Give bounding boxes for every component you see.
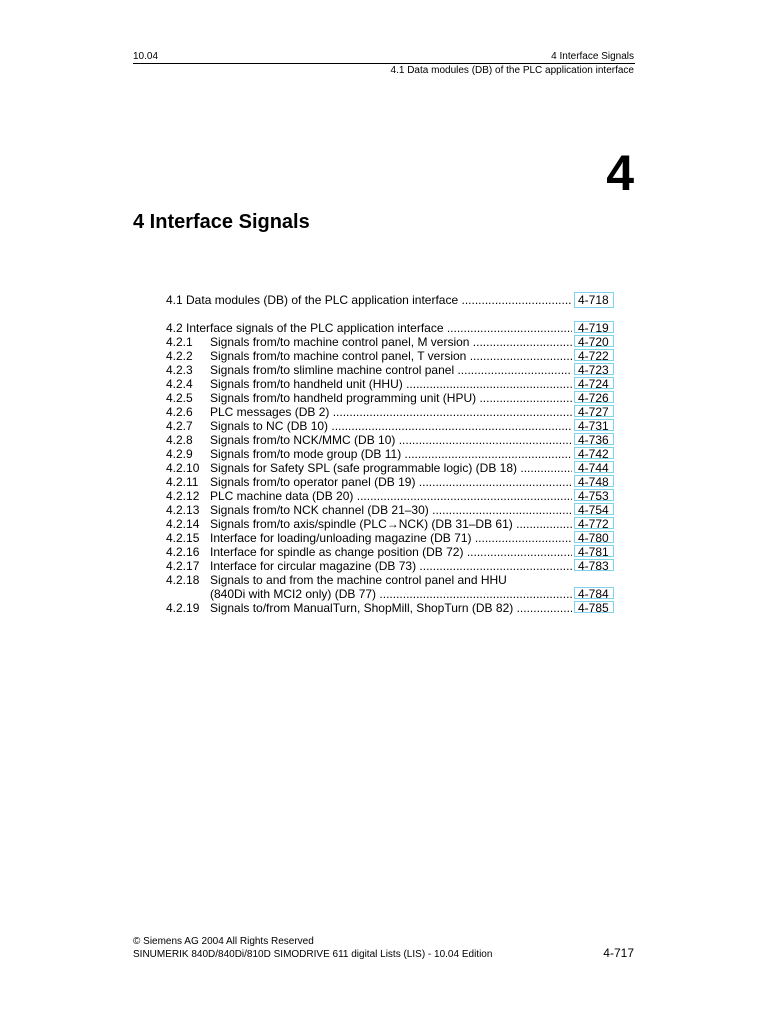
toc-item-text: Signals from/to machine control panel, T version ..... — [210, 349, 572, 363]
toc-item-number: 4.2.7 — [166, 419, 193, 433]
toc-item-number: 4.2.3 — [166, 363, 193, 377]
toc-page-link[interactable]: 4-727 — [574, 405, 614, 417]
toc-item-text: Signals to NC (DB 10) ..... — [210, 419, 572, 433]
toc-item-number: 4.2.4 — [166, 377, 193, 391]
toc-entry-4-1[interactable] — [166, 292, 616, 308]
toc-item-text: PLC messages (DB 2) ..... — [210, 405, 572, 419]
toc-item[interactable] — [166, 433, 616, 447]
footer-copyright: © Siemens AG 2004 All Rights Reserved — [133, 936, 314, 947]
toc-page-link[interactable]: 4-719 — [574, 321, 614, 333]
toc-item[interactable] — [166, 545, 616, 559]
toc-item-text: Signals from/to machine control panel, M version ..... — [210, 335, 572, 349]
toc-item-number: 4.2.14 — [166, 517, 200, 531]
toc-item-text: PLC machine data (DB 20) ..... — [210, 489, 572, 503]
toc-item-number: 4.2.9 — [166, 447, 193, 461]
toc-item-text: Interface for loading/unloading magazine (DB 71) ..... — [210, 531, 572, 545]
header-date: 10.04 — [133, 51, 159, 62]
toc-item[interactable] — [166, 489, 616, 503]
toc-page-link[interactable]: 4-785 — [574, 601, 614, 613]
toc-item-text: Signals from/to NCK channel (DB 21–30) ..... — [210, 503, 572, 517]
toc-item[interactable] — [166, 573, 616, 587]
page-title: 4 Interface Signals — [133, 211, 310, 233]
table-of-contents — [166, 292, 616, 615]
toc-item[interactable] — [166, 517, 616, 531]
toc-page-link[interactable]: 4-780 — [574, 531, 614, 543]
toc-item-continuation[interactable] — [166, 587, 616, 601]
header-section: 4.1 Data modules (DB) of the PLC application interface — [390, 65, 634, 76]
toc-page-link[interactable]: 4-781 — [574, 545, 614, 557]
toc-item[interactable] — [166, 559, 616, 573]
toc-item-text: Signals from/to slimline machine control panel ..... — [210, 363, 572, 377]
toc-item-text: Signals to and from the machine control panel and HHU — [210, 573, 507, 587]
toc-item-number: 4.2.2 — [166, 349, 193, 363]
toc-item-number: 4.2.1 — [166, 335, 193, 349]
toc-item-number: 4.2.16 — [166, 545, 200, 559]
header-chapter: 4 Interface Signals — [551, 51, 634, 62]
header-rule — [133, 63, 635, 64]
toc-page-link[interactable]: 4-736 — [574, 433, 614, 445]
toc-item[interactable] — [166, 363, 616, 377]
footer-page-number: 4-717 — [603, 946, 634, 960]
toc-page-link[interactable]: 4-784 — [574, 587, 614, 599]
footer-product: SINUMERIK 840D/840Di/810D SIMODRIVE 611 digital Lists (LIS) - 10.04 Edition — [133, 949, 493, 960]
toc-item-number: 4.2.10 — [166, 461, 200, 475]
toc-item[interactable] — [166, 349, 616, 363]
toc-item[interactable] — [166, 419, 616, 433]
toc-page-link[interactable]: 4-724 — [574, 377, 614, 389]
toc-item-text: Signals from/to handheld programming unit (HPU) ..... — [210, 391, 572, 405]
toc-item[interactable] — [166, 531, 616, 545]
toc-item-text: Interface for circular magazine (DB 73) ..... — [210, 559, 572, 573]
toc-page-link[interactable]: 4-718 — [574, 292, 614, 308]
toc-item[interactable] — [166, 391, 616, 405]
toc-item-number: 4.2.19 — [166, 601, 200, 615]
toc-item-number: 4.2.15 — [166, 531, 200, 545]
toc-entry-text: 4.1 Data modules (DB) of the PLC application interface ..... — [166, 292, 572, 308]
toc-item[interactable] — [166, 335, 616, 349]
toc-item-number: 4.2.18 — [166, 573, 200, 587]
toc-entry-4-2[interactable] — [166, 321, 616, 335]
toc-item-text: (840Di with MCI2 only) (DB 77) ..... — [210, 587, 572, 601]
toc-page-link[interactable]: 4-731 — [574, 419, 614, 431]
toc-item-text: Signals from/to NCK/MMC (DB 10) ..... — [210, 433, 572, 447]
toc-page-link[interactable]: 4-754 — [574, 503, 614, 515]
toc-page-link[interactable]: 4-748 — [574, 475, 614, 487]
toc-item[interactable] — [166, 475, 616, 489]
toc-page-link[interactable]: 4-772 — [574, 517, 614, 529]
toc-page-link[interactable]: 4-753 — [574, 489, 614, 501]
toc-page-link[interactable]: 4-720 — [574, 335, 614, 347]
toc-item[interactable] — [166, 447, 616, 461]
toc-item[interactable] — [166, 377, 616, 391]
toc-item-text: Signals for Safety SPL (safe programmable logic) (DB 18) ..... — [210, 461, 572, 475]
toc-page-link[interactable]: 4-723 — [574, 363, 614, 375]
toc-item[interactable] — [166, 461, 616, 475]
toc-item-number: 4.2.17 — [166, 559, 200, 573]
toc-item-text: Interface for spindle as change position (DB 72) ..... — [210, 545, 572, 559]
toc-item-text: Signals from/to mode group (DB 11) ..... — [210, 447, 572, 461]
toc-item[interactable] — [166, 601, 616, 615]
toc-item-text: Signals from/to axis/spindle (PLC→NCK) (DB 31–DB 61) ..... — [210, 517, 572, 531]
toc-item[interactable] — [166, 503, 616, 517]
toc-item-text: Signals from/to operator panel (DB 19) ..... — [210, 475, 572, 489]
toc-item-text: Signals from/to handheld unit (HHU) ..... — [210, 377, 572, 391]
toc-page-link[interactable]: 4-744 — [574, 461, 614, 473]
toc-item-number: 4.2.12 — [166, 489, 200, 503]
toc-item-number: 4.2.13 — [166, 503, 200, 517]
toc-page-link[interactable]: 4-722 — [574, 349, 614, 361]
toc-item[interactable] — [166, 405, 616, 419]
chapter-number: 4 — [606, 145, 634, 201]
toc-item-text: Signals to/from ManualTurn, ShopMill, ShopTurn (DB 82) ..... — [210, 601, 572, 615]
toc-page-link[interactable]: 4-742 — [574, 447, 614, 459]
toc-entry-text: 4.2 Interface signals of the PLC application interface ..... — [166, 321, 572, 335]
toc-item-number: 4.2.6 — [166, 405, 193, 419]
toc-page-link[interactable]: 4-783 — [574, 559, 614, 571]
toc-item-number: 4.2.8 — [166, 433, 193, 447]
toc-item-number: 4.2.11 — [166, 475, 199, 489]
toc-page-link[interactable]: 4-726 — [574, 391, 614, 403]
toc-item-number: 4.2.5 — [166, 391, 193, 405]
